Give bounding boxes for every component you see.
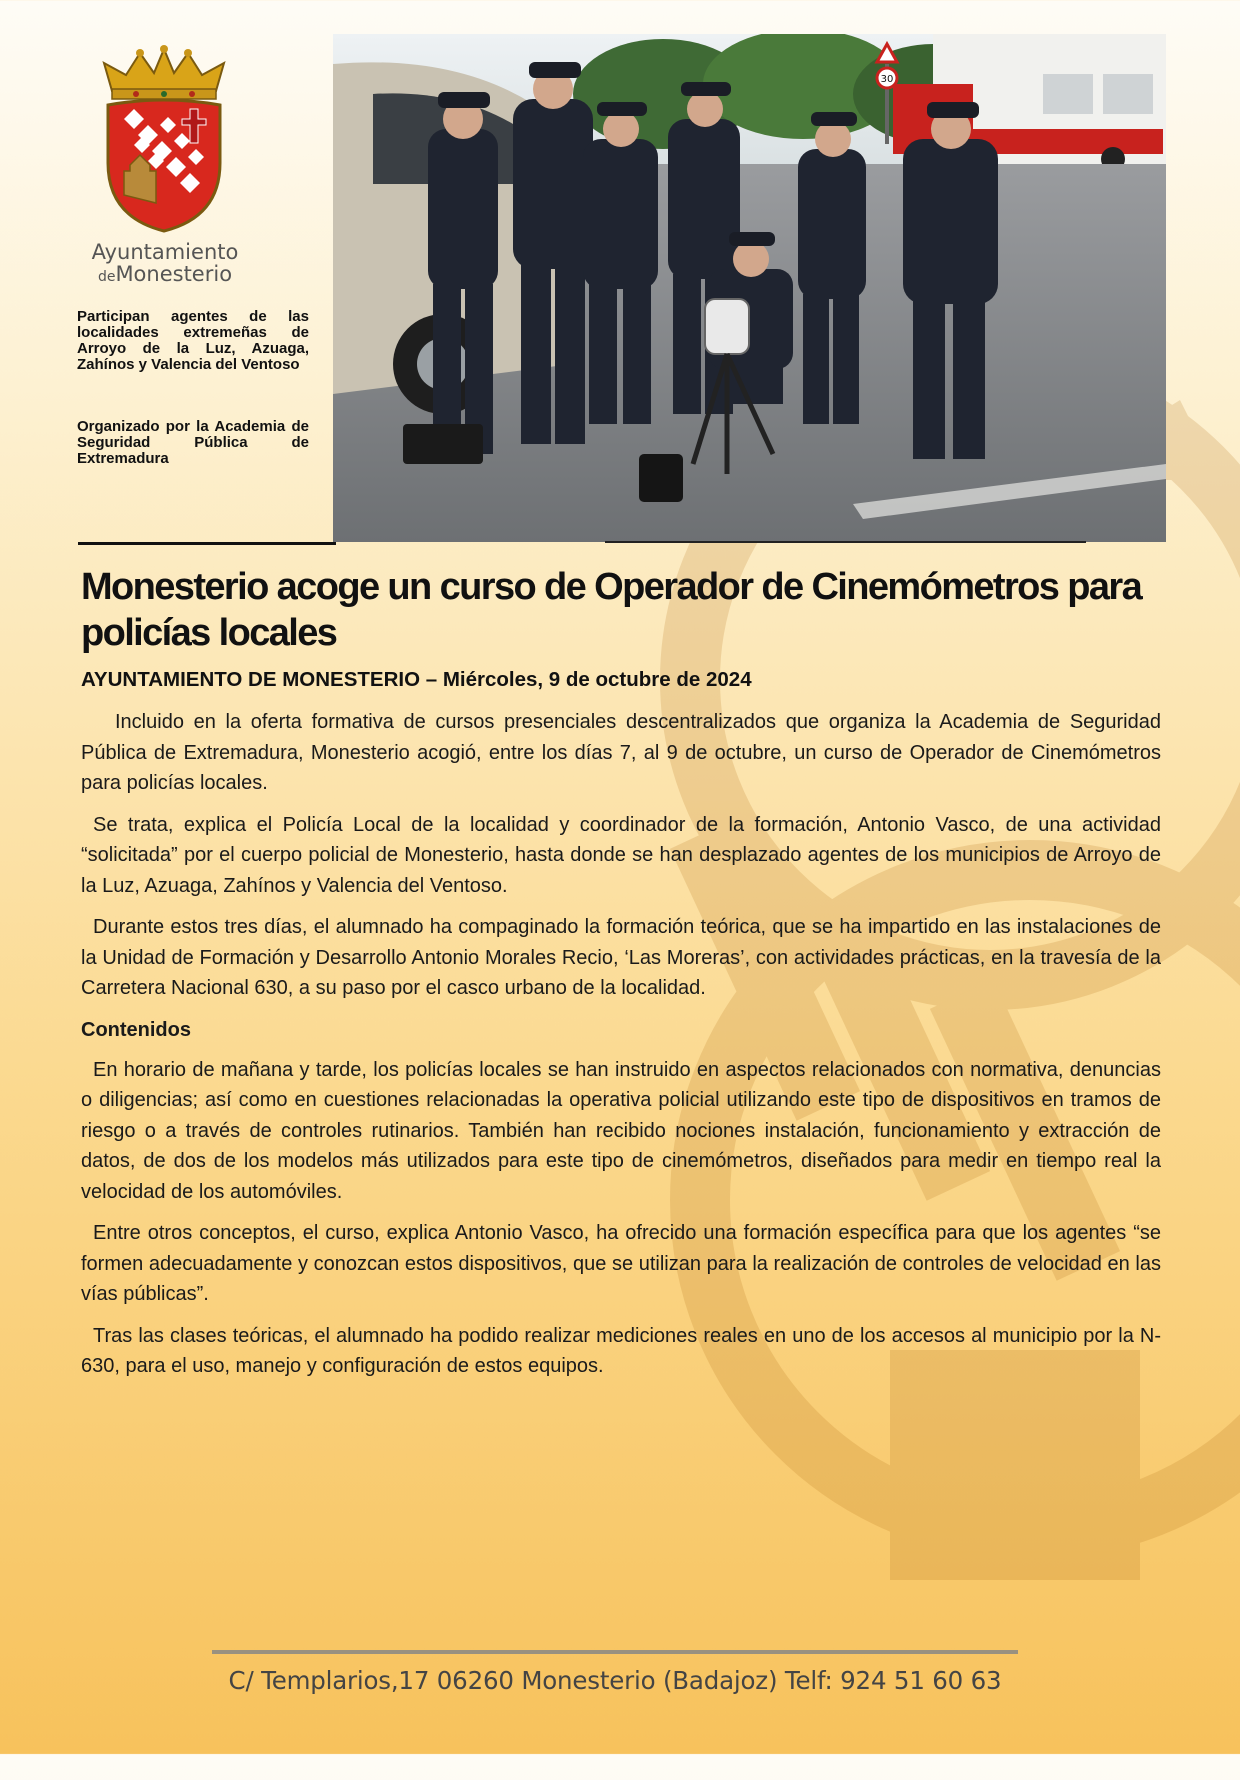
- paragraph: Durante estos tres días, el alumnado ha compaginado la formación teórica, que se ha impartido en las instalaciones de la Unidad de Formación y Desarrollo Antonio Morales Recio, ‘Las Moreras’, con actividades prácticas, en la travesía de la Carretera Nacional 630, a su paso por el casco urbano de la localidad.: [81, 916, 1161, 999]
- paragraph: Incluido en la oferta formativa de cursos presenciales descentralizados que organiza la Academia de Seguridad Pública de Extremadura, Monesterio acogió, entre los días 7, al 9 de octubre, un curso de Operador de Cinemómetros para policías locales.: [81, 711, 1161, 794]
- article-byline: AYUNTAMIENTO DE MONESTERIO – Miércoles, 9 de octubre de 2024: [81, 668, 752, 691]
- logo-line-2: [80, 263, 250, 288]
- article-body: [81, 707, 1161, 1393]
- paragraph: Tras las clases teóricas, el alumnado ha podido realizar mediciones reales en uno de los accesos al municipio por la N-630, para el uso, manejo y configuración de estos equipos.: [81, 1324, 1161, 1377]
- logo-line-2-main: Monesterio: [115, 262, 233, 286]
- coat-of-arms-icon: [94, 45, 234, 235]
- paragraph: Se trata, explica el Policía Local de la localidad y coordinador de la formación, Antonio Vasco, de una actividad “solicitada” por el cuerpo policial de Monesterio, hasta donde se han desplazado agentes de los municipios de Arroyo de la Luz, Azuaga, Zahínos y Valencia del Ventoso.: [81, 813, 1161, 897]
- footer-rule: [212, 1650, 1018, 1654]
- side-note-organizer: Organizado por la Academia de Seguridad Pública de Extremadura: [77, 418, 309, 467]
- side-note-participants: Participan agentes de las localidades extremeñas de Arroyo de la Luz, Azuaga, Zahínos y Valencia del Ventoso: [77, 308, 309, 373]
- logo-line-1: Ayuntamiento: [91, 240, 239, 264]
- municipal-logo: [80, 45, 250, 288]
- police-officers-photo-icon: [333, 34, 1166, 542]
- logo-wordmark: [80, 241, 250, 288]
- article-photo: [333, 34, 1166, 542]
- logo-line-2-prefix: de: [97, 269, 116, 285]
- road-sign-text: 30: [880, 74, 894, 85]
- section-divider: [78, 542, 336, 545]
- photo-underline: [605, 541, 1086, 543]
- paragraph: Entre otros conceptos, el curso, explica Antonio Vasco, ha ofrecido una formación específica para que los agentes “se formen adecuadamente y conozcan estos dispositivos, que se utilizan para la realización de controles de velocidad en las vías públicas”.: [81, 1222, 1161, 1305]
- footer-address: C/ Templarios,17 06260 Monesterio (Badajoz) Telf: 924 51 60 63: [228, 1666, 1002, 1695]
- article-title: Monesterio acoge un curso de Operador de Cinemómetros para policías locales: [81, 566, 1142, 654]
- paragraph: En horario de mañana y tarde, los policías locales se han instruido en aspectos relacionados con normativa, denuncias o diligencias; así como en cuestiones relacionadas la operativa policial utilizando este tipo de dispositivos en tramos de riesgo o a través de controles rutinarios. También han recibido nociones instalación, funcionamiento y extracción de datos, de dos de los modelos más utilizados para este tipo de cinemómetros, diseñados para medir en tiempo real la velocidad de los automóviles.: [81, 1058, 1161, 1203]
- section-heading: Contenidos: [81, 1018, 191, 1041]
